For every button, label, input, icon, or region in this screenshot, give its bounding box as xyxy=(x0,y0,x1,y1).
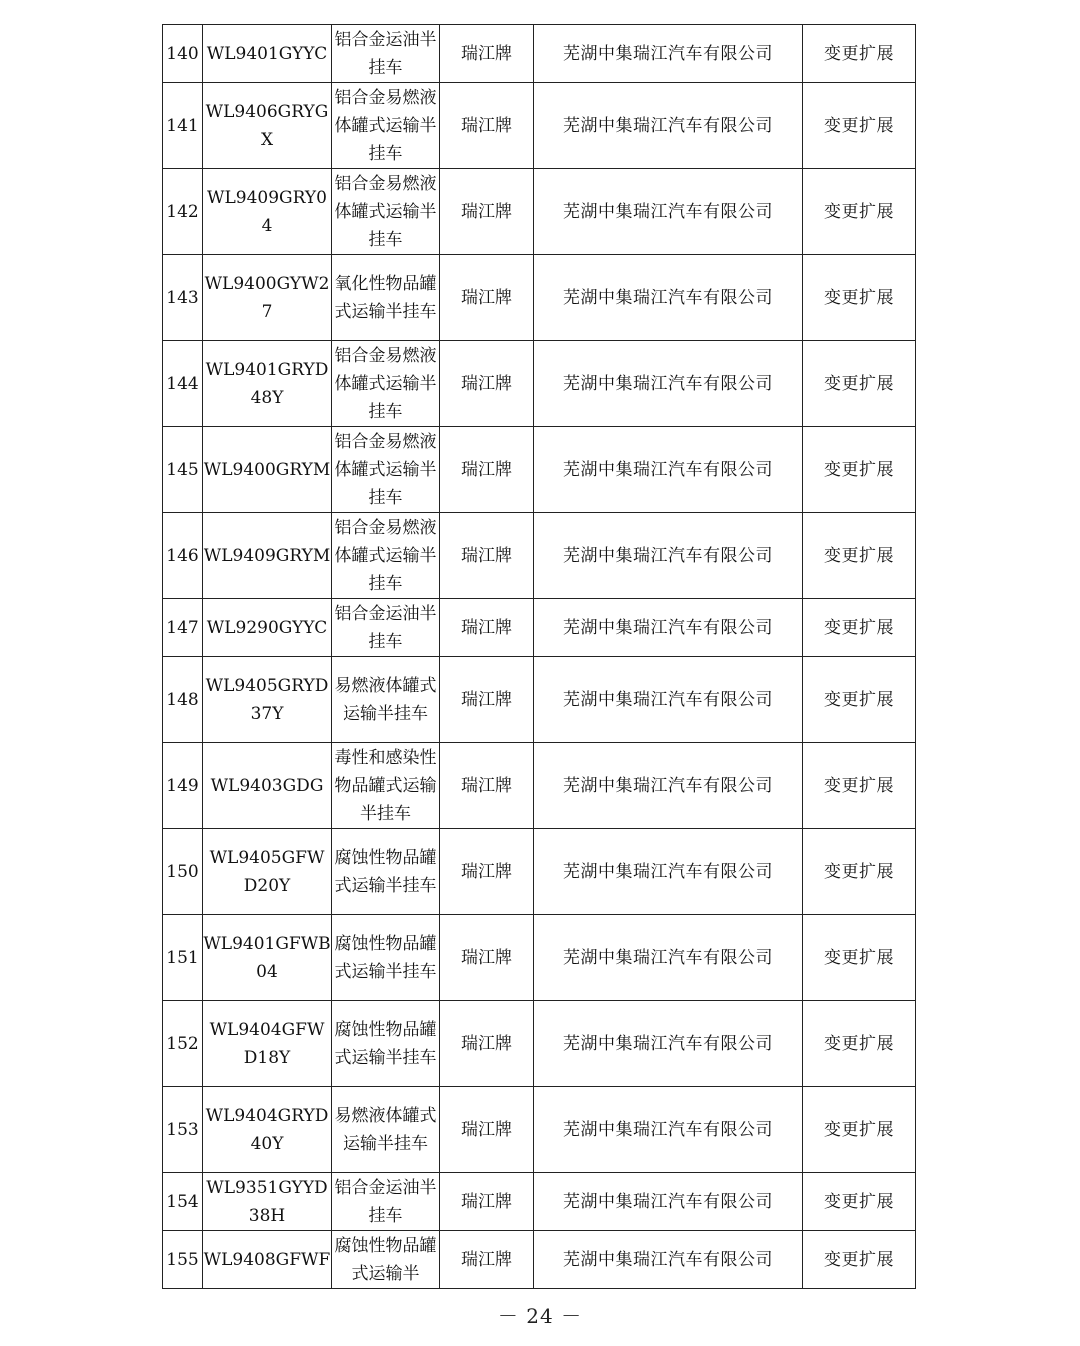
table-body xyxy=(163,25,916,1289)
row-number-cell: 142 xyxy=(163,169,203,255)
company-cell: 芜湖中集瑞江汽车有限公司 xyxy=(534,169,803,255)
table-row xyxy=(163,829,916,915)
product-name-cell: 铝合金易燃液体罐式运输半挂车 xyxy=(332,513,440,599)
page-number: － 24 － xyxy=(497,1304,583,1328)
brand-cell: 瑞江牌 xyxy=(440,599,534,657)
change-type-cell: 变更扩展 xyxy=(803,427,916,513)
brand-cell: 瑞江牌 xyxy=(440,1231,534,1289)
company-cell: 芜湖中集瑞江汽车有限公司 xyxy=(534,255,803,341)
brand-cell: 瑞江牌 xyxy=(440,915,534,1001)
model-cell: WL9400GYW27 xyxy=(203,255,332,341)
table-row xyxy=(163,1173,916,1231)
model-cell: WL9404GRYD40Y xyxy=(203,1087,332,1173)
change-type-cell: 变更扩展 xyxy=(803,657,916,743)
company-cell: 芜湖中集瑞江汽车有限公司 xyxy=(534,341,803,427)
brand-cell: 瑞江牌 xyxy=(440,513,534,599)
company-cell: 芜湖中集瑞江汽车有限公司 xyxy=(534,513,803,599)
brand-cell: 瑞江牌 xyxy=(440,743,534,829)
brand-cell: 瑞江牌 xyxy=(440,169,534,255)
table-row xyxy=(163,915,916,1001)
company-cell: 芜湖中集瑞江汽车有限公司 xyxy=(534,427,803,513)
model-cell: WL9400GRYM xyxy=(203,427,332,513)
row-number-cell: 143 xyxy=(163,255,203,341)
row-number-cell: 147 xyxy=(163,599,203,657)
product-name-cell: 铝合金运油半挂车 xyxy=(332,1173,440,1231)
row-number-cell: 151 xyxy=(163,915,203,1001)
change-type-cell: 变更扩展 xyxy=(803,25,916,83)
company-cell: 芜湖中集瑞江汽车有限公司 xyxy=(534,25,803,83)
product-name-cell: 铝合金易燃液体罐式运输半挂车 xyxy=(332,83,440,169)
brand-cell: 瑞江牌 xyxy=(440,25,534,83)
table-row xyxy=(163,513,916,599)
product-name-cell: 腐蚀性物品罐式运输半挂车 xyxy=(332,829,440,915)
row-number-cell: 154 xyxy=(163,1173,203,1231)
brand-cell: 瑞江牌 xyxy=(440,255,534,341)
row-number-cell: 141 xyxy=(163,83,203,169)
change-type-cell: 变更扩展 xyxy=(803,1173,916,1231)
company-cell: 芜湖中集瑞江汽车有限公司 xyxy=(534,829,803,915)
change-type-cell: 变更扩展 xyxy=(803,169,916,255)
product-name-cell: 易燃液体罐式运输半挂车 xyxy=(332,1087,440,1173)
table-row xyxy=(163,743,916,829)
table-row xyxy=(163,1087,916,1173)
company-cell: 芜湖中集瑞江汽车有限公司 xyxy=(534,1231,803,1289)
table-row xyxy=(163,255,916,341)
company-cell: 芜湖中集瑞江汽车有限公司 xyxy=(534,915,803,1001)
product-name-cell: 铝合金易燃液体罐式运输半挂车 xyxy=(332,427,440,513)
row-number-cell: 144 xyxy=(163,341,203,427)
company-cell: 芜湖中集瑞江汽车有限公司 xyxy=(534,1087,803,1173)
change-type-cell: 变更扩展 xyxy=(803,915,916,1001)
row-number-cell: 153 xyxy=(163,1087,203,1173)
model-cell: WL9406GRYGX xyxy=(203,83,332,169)
change-type-cell: 变更扩展 xyxy=(803,1001,916,1087)
row-number-cell: 148 xyxy=(163,657,203,743)
brand-cell: 瑞江牌 xyxy=(440,1173,534,1231)
model-cell: WL9405GRYD37Y xyxy=(203,657,332,743)
company-cell: 芜湖中集瑞江汽车有限公司 xyxy=(534,1173,803,1231)
brand-cell: 瑞江牌 xyxy=(440,427,534,513)
vehicle-catalog-table xyxy=(162,24,916,1289)
brand-cell: 瑞江牌 xyxy=(440,83,534,169)
brand-cell: 瑞江牌 xyxy=(440,341,534,427)
change-type-cell: 变更扩展 xyxy=(803,83,916,169)
brand-cell: 瑞江牌 xyxy=(440,829,534,915)
table-row xyxy=(163,83,916,169)
model-cell: WL9351GYYD38H xyxy=(203,1173,332,1231)
row-number-cell: 152 xyxy=(163,1001,203,1087)
company-cell: 芜湖中集瑞江汽车有限公司 xyxy=(534,1001,803,1087)
model-cell: WL9401GRYD48Y xyxy=(203,341,332,427)
company-cell: 芜湖中集瑞江汽车有限公司 xyxy=(534,599,803,657)
product-name-cell: 铝合金易燃液体罐式运输半挂车 xyxy=(332,341,440,427)
table-row xyxy=(163,1001,916,1087)
row-number-cell: 140 xyxy=(163,25,203,83)
table-row xyxy=(163,341,916,427)
product-name-cell: 铝合金运油半挂车 xyxy=(332,599,440,657)
company-cell: 芜湖中集瑞江汽车有限公司 xyxy=(534,83,803,169)
change-type-cell: 变更扩展 xyxy=(803,599,916,657)
company-cell: 芜湖中集瑞江汽车有限公司 xyxy=(534,743,803,829)
change-type-cell: 变更扩展 xyxy=(803,1087,916,1173)
product-name-cell: 铝合金运油半挂车 xyxy=(332,25,440,83)
table-row xyxy=(163,599,916,657)
change-type-cell: 变更扩展 xyxy=(803,743,916,829)
model-cell: WL9401GYYC xyxy=(203,25,332,83)
product-name-cell: 腐蚀性物品罐式运输半 xyxy=(332,1231,440,1289)
change-type-cell: 变更扩展 xyxy=(803,341,916,427)
product-name-cell: 腐蚀性物品罐式运输半挂车 xyxy=(332,915,440,1001)
brand-cell: 瑞江牌 xyxy=(440,1001,534,1087)
product-name-cell: 腐蚀性物品罐式运输半挂车 xyxy=(332,1001,440,1087)
row-number-cell: 145 xyxy=(163,427,203,513)
model-cell: WL9409GRY04 xyxy=(203,169,332,255)
table-row xyxy=(163,25,916,83)
model-cell: WL9404GFWD18Y xyxy=(203,1001,332,1087)
row-number-cell: 149 xyxy=(163,743,203,829)
product-name-cell: 毒性和感染性物品罐式运输半挂车 xyxy=(332,743,440,829)
company-cell: 芜湖中集瑞江汽车有限公司 xyxy=(534,657,803,743)
table-row xyxy=(163,1231,916,1289)
table-row xyxy=(163,657,916,743)
change-type-cell: 变更扩展 xyxy=(803,829,916,915)
product-name-cell: 易燃液体罐式运输半挂车 xyxy=(332,657,440,743)
table-row xyxy=(163,169,916,255)
row-number-cell: 146 xyxy=(163,513,203,599)
product-name-cell: 氧化性物品罐式运输半挂车 xyxy=(332,255,440,341)
change-type-cell: 变更扩展 xyxy=(803,513,916,599)
model-cell: WL9401GFWB04 xyxy=(203,915,332,1001)
product-name-cell: 铝合金易燃液体罐式运输半挂车 xyxy=(332,169,440,255)
model-cell: WL9408GFWF xyxy=(203,1231,332,1289)
model-cell: WL9290GYYC xyxy=(203,599,332,657)
table-row xyxy=(163,427,916,513)
model-cell: WL9409GRYM xyxy=(203,513,332,599)
brand-cell: 瑞江牌 xyxy=(440,657,534,743)
row-number-cell: 150 xyxy=(163,829,203,915)
model-cell: WL9403GDG xyxy=(203,743,332,829)
change-type-cell: 变更扩展 xyxy=(803,255,916,341)
change-type-cell: 变更扩展 xyxy=(803,1231,916,1289)
brand-cell: 瑞江牌 xyxy=(440,1087,534,1173)
row-number-cell: 155 xyxy=(163,1231,203,1289)
model-cell: WL9405GFWD20Y xyxy=(203,829,332,915)
